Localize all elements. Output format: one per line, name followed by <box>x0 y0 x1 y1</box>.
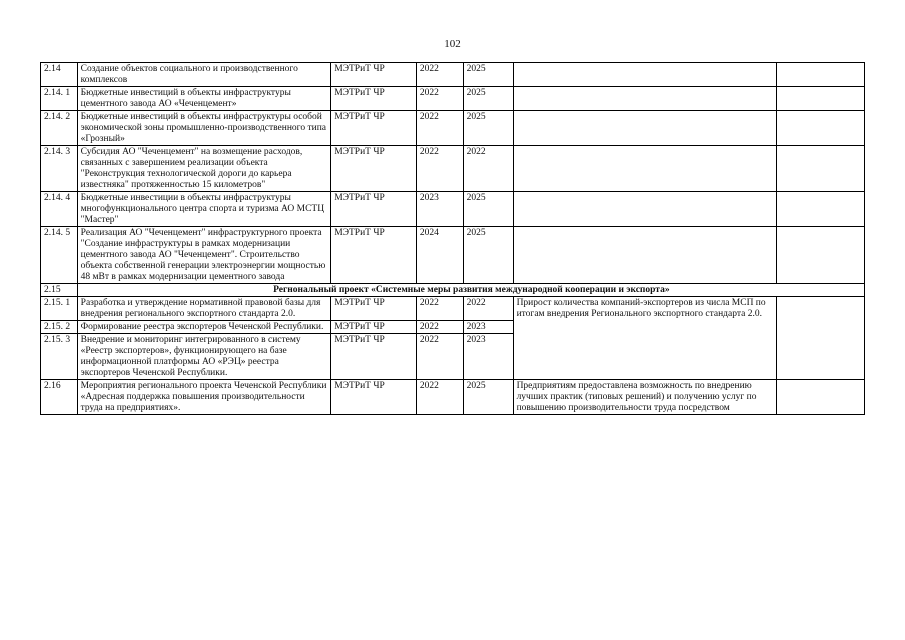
measure-name: Формирование реестра экспортеров Чеченской Республики. <box>77 321 331 334</box>
measure-name: Разработка и утверждение нормативной правовой базы для внедрения регионального экспортного стандарта 2.0. <box>77 297 331 321</box>
row-number: 2.15. 3 <box>41 334 78 380</box>
end-year: 2022 <box>463 146 513 192</box>
extra-cell <box>777 63 865 87</box>
end-year: 2025 <box>463 380 513 415</box>
section-number: 2.15 <box>41 284 78 297</box>
table-row <box>41 63 865 87</box>
end-year: 2025 <box>463 227 513 284</box>
responsible: МЭТРиТ ЧР <box>331 87 417 111</box>
table-row <box>41 380 865 415</box>
start-year: 2022 <box>416 297 463 321</box>
start-year: 2022 <box>416 334 463 380</box>
end-year: 2025 <box>463 63 513 87</box>
extra-cell <box>777 380 865 415</box>
table-row <box>41 111 865 146</box>
measure-name: Внедрение и мониторинг интегрированного в систему «Реестр экспортеров», функционирующего на базе информационной платформы АО «РЭЦ» реестра экспортеров Чеченской Республики. <box>77 334 331 380</box>
row-number: 2.14. 5 <box>41 227 78 284</box>
row-number: 2.14. 4 <box>41 192 78 227</box>
end-year: 2025 <box>463 192 513 227</box>
responsible: МЭТРиТ ЧР <box>331 146 417 192</box>
row-number: 2.15. 1 <box>41 297 78 321</box>
table-row <box>41 192 865 227</box>
start-year: 2022 <box>416 321 463 334</box>
row-number: 2.14 <box>41 63 78 87</box>
row-number: 2.14. 3 <box>41 146 78 192</box>
measure-name: Бюджетные инвестиции в объекты инфраструктуры многофункционального центра спорта и туризма АО МСТЦ "Мастер" <box>77 192 331 227</box>
start-year: 2022 <box>416 63 463 87</box>
expected-result <box>513 192 777 227</box>
start-year: 2022 <box>416 111 463 146</box>
section-title: Регнональный проект «Системные меры развития международной кооперации и экспорта» <box>77 284 864 297</box>
start-year: 2022 <box>416 146 463 192</box>
expected-result <box>513 87 777 111</box>
extra-cell <box>777 87 865 111</box>
end-year: 2025 <box>463 87 513 111</box>
program-table <box>40 62 865 415</box>
measure-name: Бюджетные инвестиций в объекты инфраструктуры цементного завода АО «Чеченцемент» <box>77 87 331 111</box>
expected-result: Прирост количества компаний-экспортеров из числа МСП по итогам внедрения Регионального экспортного стандарта 2.0. <box>513 297 777 380</box>
responsible: МЭТРиТ ЧР <box>331 111 417 146</box>
end-year: 2023 <box>463 321 513 334</box>
responsible: МЭТРиТ ЧР <box>331 334 417 380</box>
measure-name: Субсидия АО "Чеченцемент" на возмещение расходов, связанных с завершением реализации объекта "Реконструкция технологической дороги до карьера известняка" протяженностью 15 километров" <box>77 146 331 192</box>
expected-result <box>513 111 777 146</box>
extra-cell <box>777 227 865 284</box>
start-year: 2022 <box>416 380 463 415</box>
table-row <box>41 87 865 111</box>
table-row <box>41 297 865 321</box>
section-row <box>41 284 865 297</box>
start-year: 2024 <box>416 227 463 284</box>
row-number: 2.15. 2 <box>41 321 78 334</box>
responsible: МЭТРиТ ЧР <box>331 321 417 334</box>
end-year: 2022 <box>463 297 513 321</box>
responsible: МЭТРиТ ЧР <box>331 192 417 227</box>
expected-result <box>513 146 777 192</box>
extra-cell <box>777 146 865 192</box>
page-number: 102 <box>444 38 461 50</box>
table-row <box>41 146 865 192</box>
start-year: 2022 <box>416 87 463 111</box>
table-row <box>41 227 865 284</box>
row-number: 2.14. 1 <box>41 87 78 111</box>
expected-result <box>513 227 777 284</box>
responsible: МЭТРиТ ЧР <box>331 297 417 321</box>
row-number: 2.14. 2 <box>41 111 78 146</box>
extra-cell <box>777 297 865 380</box>
responsible: МЭТРиТ ЧР <box>331 227 417 284</box>
responsible: МЭТРиТ ЧР <box>331 380 417 415</box>
measure-name: Реализация АО "Чеченцемент" инфраструктурного проекта "Создание инфраструктуры в рамках модернизации цементного завода АО "Чеченцемент". Строительство объекта собственной генерации электроэнергии мощностью 48 мВт в рамках модернизации цементного завода <box>77 227 331 284</box>
extra-cell <box>777 111 865 146</box>
measure-name: Создание объектов социального и производственного комплексов <box>77 63 331 87</box>
expected-result <box>513 63 777 87</box>
end-year: 2023 <box>463 334 513 380</box>
measure-name: Бюджетные инвестиций в объекты инфраструктуры особой экономической зоны промышленно-производственного типа «Грозный» <box>77 111 331 146</box>
start-year: 2023 <box>416 192 463 227</box>
measure-name: Мероприятия регионального проекта Чеченской Республики «Адресная поддержка повышения производительности труда на предприятиях». <box>77 380 331 415</box>
extra-cell <box>777 192 865 227</box>
row-number: 2.16 <box>41 380 78 415</box>
expected-result: Предприятиям предоставлена возможность по внедрению лучших практик (типовых решений) и получению услуг по повышению производительности труда посредством <box>513 380 777 415</box>
responsible: МЭТРиТ ЧР <box>331 63 417 87</box>
end-year: 2025 <box>463 111 513 146</box>
